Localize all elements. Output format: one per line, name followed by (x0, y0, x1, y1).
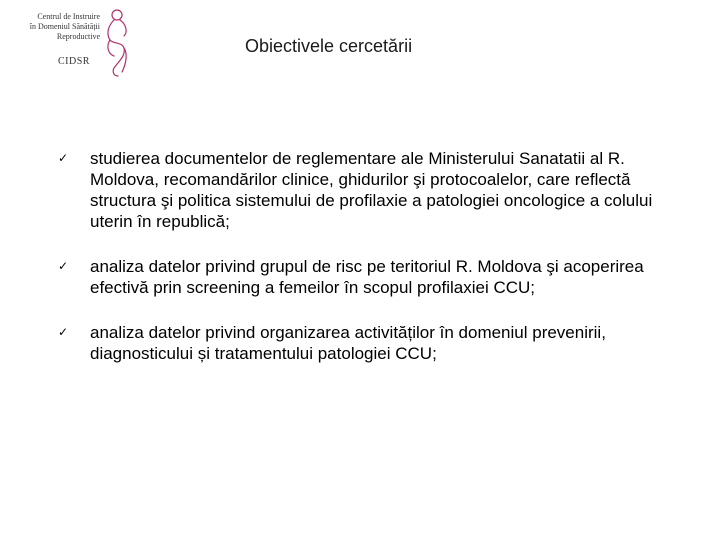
logo-organization-name (8, 12, 100, 42)
cidsr-logo (8, 6, 136, 76)
list-item-text: analiza datelor privind grupul de risc pe teritoriul R. Moldova şi acoperirea efectivă prin screening a femeilor în scopul profilaxiei CCU; (90, 257, 644, 297)
list-item (58, 148, 668, 232)
logo-line-1: Centrul de Instruire (37, 12, 100, 21)
slide-title: Obiectivele cercetării (245, 36, 413, 56)
checkmark-icon: ✓ (58, 259, 69, 273)
logo-abbreviation: CIDSR (58, 56, 90, 67)
checkmark-icon: ✓ (58, 325, 69, 339)
list-item (58, 322, 668, 364)
woman-figure-icon (100, 6, 134, 78)
objectives-list (58, 148, 668, 388)
list-item (58, 256, 668, 298)
checkmark-icon: ✓ (58, 151, 69, 165)
logo-line-2: în Domeniul Sănătății (29, 22, 100, 31)
list-item-text: studierea documentelor de reglementare ale Ministerului Sanatatii al R. Moldova, recomandărilor clinice, ghidurilor şi protocoalelor, care reflectă structura şi politica sistemului de profilaxie a patologiei oncologice a colului uterin în republică; (90, 149, 653, 231)
list-item-text: analiza datelor privind organizarea activităților în domeniul prevenirii, diagnosticului și tratamentului patologiei CCU; (90, 323, 606, 363)
logo-line-3: Reproductive (56, 32, 100, 41)
